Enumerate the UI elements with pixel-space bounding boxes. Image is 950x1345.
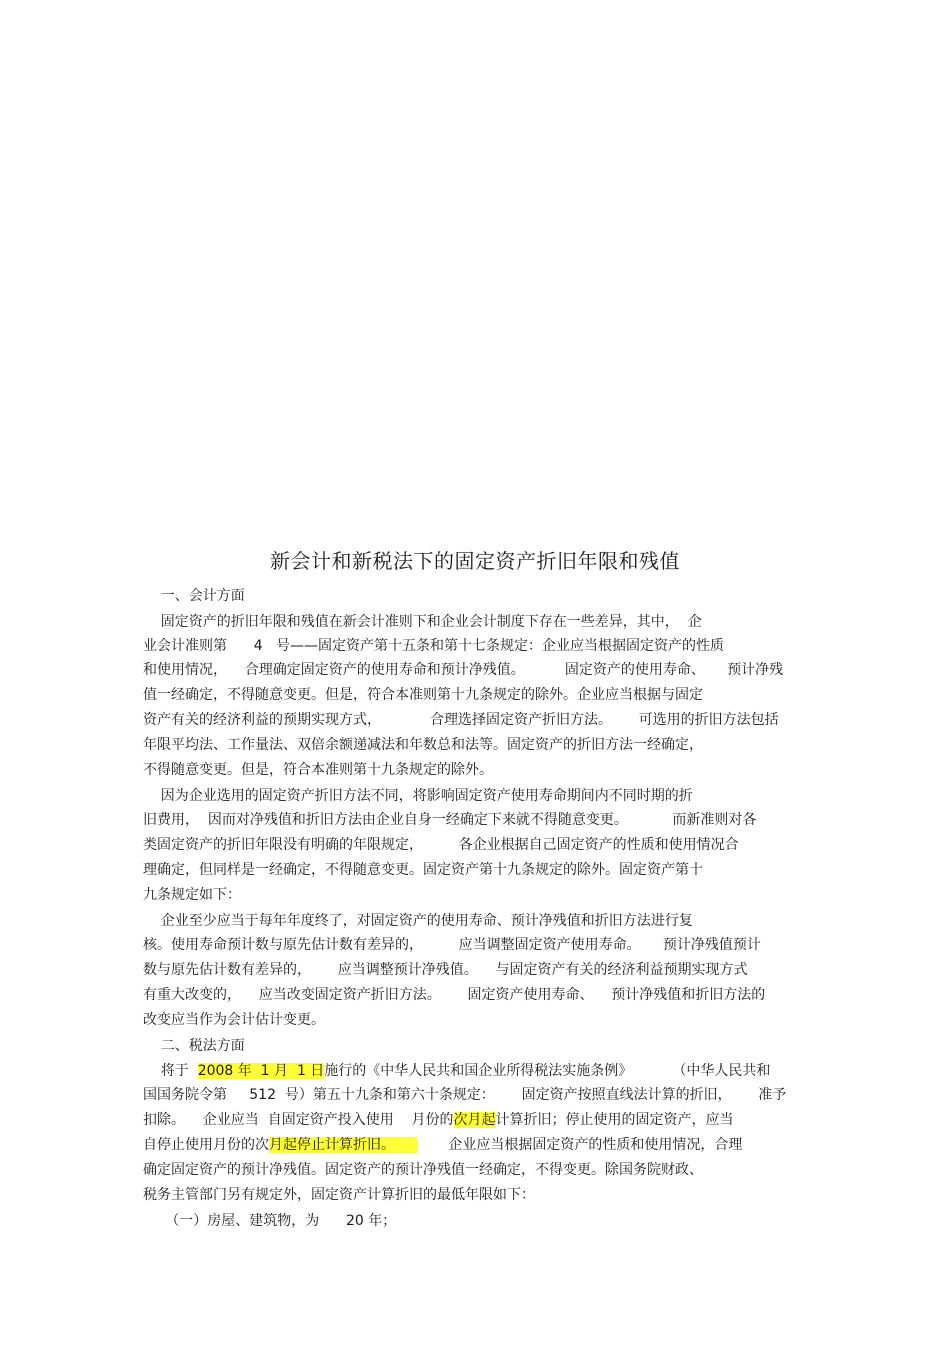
line-text: 将于: [143, 1063, 198, 1079]
section-heading-tax: 二、税法方面: [143, 1038, 245, 1054]
paragraph-line: [143, 1061, 770, 1081]
paragraph-line: 业会计准则第 4 号——固定资产第十五条和第十七条规定：企业应当根据固定资产的性质: [143, 638, 724, 654]
paragraph-line: 固定资产的折旧年限和残值在新会计准则下和企业会计制度下存在一些差异，其中， 企: [143, 614, 702, 630]
paragraph-line: 改变应当作为会计估计变更。: [143, 1012, 325, 1028]
paragraph-line: 九条规定如下：: [143, 887, 241, 903]
line-text: 计算折旧；停止使用的固定资产，应当: [495, 1112, 734, 1128]
paragraph-line: 确定固定资产的预计净残值。固定资产的预计净残值一经确定，不得变更。除国务院财政、: [143, 1162, 703, 1178]
highlighted-date: 2008 年 1 月 1 日: [197, 1063, 325, 1079]
paragraph-line: 数与原先估计数有差异的， 应当调整预计净残值。 与固定资产有关的经济利益预期实现方式: [143, 962, 748, 978]
line-text: 自停止使用月份的次: [143, 1137, 269, 1153]
paragraph-line: 核。使用寿命预计数与原先估计数有差异的， 应当调整固定资产使用寿命。 预计净残值预计: [143, 937, 761, 953]
paragraph-line: 理确定，但同样是一经确定，不得随意变更。固定资产第十九条规定的除外。固定资产第十: [143, 862, 703, 878]
line-text: 施行的《中华人民共和国企业所得税法实施条例》 （中华人民共和: [324, 1063, 771, 1079]
paragraph-line: 和使用情况， 合理确定固定资产的使用寿命和预计净残值。 固定资产的使用寿命、 预计净残: [143, 662, 784, 678]
highlighted-text: 次月起: [453, 1112, 496, 1128]
paragraph-line: [143, 1135, 742, 1155]
section-heading-accounting: 一、会计方面: [143, 588, 245, 604]
highlighted-text: 月起停止计算折旧。: [269, 1137, 418, 1153]
paragraph-line: 国国务院令第 512 号）第五十九条和第六十条规定： 固定资产按照直线法计算的折旧， 准予: [143, 1087, 787, 1103]
paragraph-line: 有重大改变的， 应当改变固定资产折旧方法。 固定资产使用寿命、 预计净残值和折旧方法的: [143, 987, 766, 1003]
paragraph-line: 企业至少应当于每年年度终了，对固定资产的使用寿命、预计净残值和折旧方法进行复: [143, 913, 693, 929]
paragraph-line: 类固定资产的折旧年限没有明确的年限规定， 各企业根据自己固定资产的性质和使用情况合: [143, 837, 739, 853]
paragraph-line: 旧费用， 因而对净残值和折旧方法由企业自身一经确定下来就不得随意变更。 而新准则对各: [143, 812, 757, 828]
paragraph-line: 资产有关的经济利益的预期实现方式， 合理选择固定资产折旧方法。 可选用的折旧方法包括: [143, 712, 779, 728]
line-text: 企业应当根据固定资产的性质和使用情况，合理: [417, 1137, 743, 1153]
paragraph-line: 不得随意变更。但是，符合本准则第十九条规定的除外。: [143, 762, 493, 778]
paragraph-line: [143, 1110, 734, 1130]
paragraph-line: 税务主管部门另有规定外，固定资产计算折旧的最低年限如下：: [143, 1187, 535, 1203]
list-item: （一）房屋、建筑物，为 20 年；: [143, 1213, 397, 1229]
paragraph-line: 值一经确定，不得随意变更。但是，符合本准则第十九条规定的除外。企业应当根据与固定: [143, 687, 703, 703]
document-title: 新会计和新税法下的固定资产折旧年限和残值: [270, 549, 680, 573]
line-text: 扣除。 企业应当 自固定资产投入使用 月份的: [143, 1112, 454, 1128]
paragraph-line: 年限平均法、工作量法、双倍余额递减法和年数总和法等。固定资产的折旧方法一经确定，: [143, 737, 703, 753]
paragraph-line: 因为企业选用的固定资产折旧方法不同，将影响固定资产使用寿命期间内不同时期的折: [143, 788, 693, 804]
